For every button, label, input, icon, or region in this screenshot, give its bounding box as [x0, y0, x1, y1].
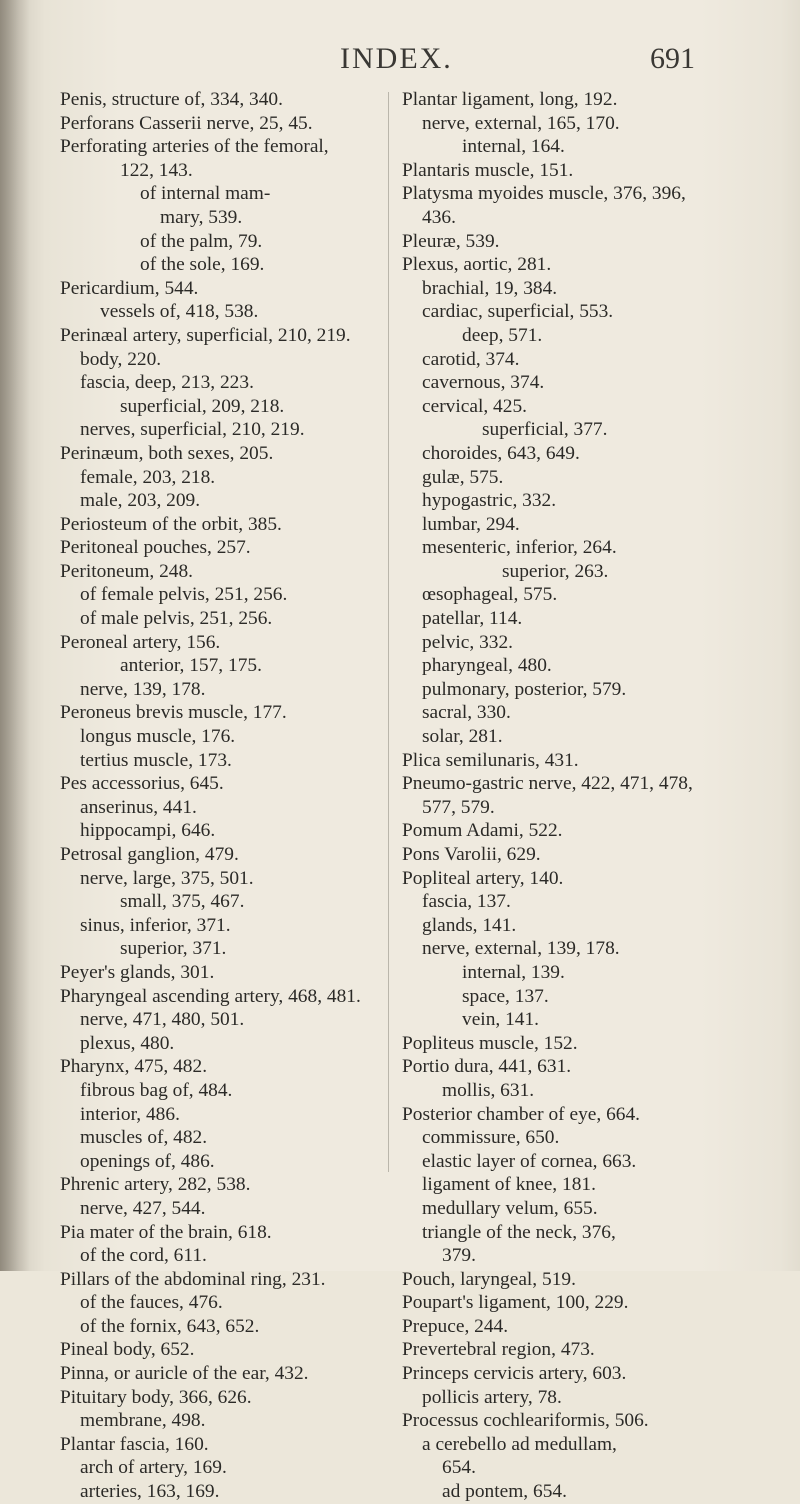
index-entry: Pharyngeal ascending artery, 468, 481. — [60, 985, 361, 1007]
index-entry: Peritoneal pouches, 257. — [60, 537, 251, 559]
index-entry: 436. — [422, 206, 456, 228]
index-entry: cardiac, superficial, 553. — [422, 301, 614, 323]
index-entry: Pneumo-gastric nerve, 422, 471, 478, — [402, 773, 693, 795]
index-entry: nerve, external, 165, 170. — [422, 112, 620, 134]
index-entry: Prepuce, 244. — [402, 1315, 509, 1337]
index-entry: of internal mam- — [140, 183, 271, 205]
index-entry: cavernous, 374. — [422, 372, 545, 394]
index-entry: lumbar, 294. — [422, 513, 520, 535]
index-entry: Perforans Casserii nerve, 25, 45. — [60, 112, 313, 134]
index-entry: commissure, 650. — [422, 1127, 560, 1149]
index-entry: Pleuræ, 539. — [402, 230, 500, 252]
index-entry: Pia mater of the brain, 618. — [60, 1221, 272, 1243]
index-entry: pharyngeal, 480. — [422, 655, 552, 677]
index-entry: of the fornix, 643, 652. — [80, 1315, 260, 1337]
index-entry: Perinæum, both sexes, 205. — [60, 442, 274, 464]
index-entry: Pineal body, 652. — [60, 1339, 195, 1361]
index-entry: Peroneus brevis muscle, 177. — [60, 702, 287, 724]
index-entry: pulmonary, posterior, 579. — [422, 678, 627, 700]
index-entry: Perforating arteries of the femoral, — [60, 136, 329, 158]
index-entry: deep, 571. — [462, 324, 543, 346]
index-entry: Pillars of the abdominal ring, 231. — [60, 1268, 326, 1290]
index-entry: Processus cochleariformis, 506. — [402, 1410, 649, 1432]
index-entry: superficial, 377. — [482, 419, 608, 441]
index-entry: Peritoneum, 248. — [60, 560, 194, 582]
index-entry: a cerebello ad medullam, — [422, 1433, 617, 1455]
index-entry: Pharynx, 475, 482. — [60, 1056, 208, 1078]
index-entry: choroides, 643, 649. — [422, 442, 580, 464]
index-entry: œsophageal, 575. — [422, 584, 558, 606]
index-entry: longus muscle, 176. — [80, 726, 236, 748]
index-entry: nerve, 139, 178. — [80, 678, 206, 700]
index-entry: mesenteric, inferior, 264. — [422, 537, 617, 559]
index-entry: Prevertebral region, 473. — [402, 1339, 595, 1361]
index-entry: sinus, inferior, 371. — [80, 914, 231, 936]
index-entry: Pituitary body, 366, 626. — [60, 1386, 252, 1408]
index-entry: openings of, 486. — [80, 1150, 215, 1172]
index-entry: Popliteal artery, 140. — [402, 867, 564, 889]
index-entry: mary, 539. — [160, 206, 243, 228]
index-entry: pollicis artery, 78. — [422, 1386, 562, 1408]
index-entry: vessels of, 418, 538. — [100, 301, 259, 323]
index-entry: solar, 281. — [422, 726, 503, 748]
index-entry: hypogastric, 332. — [422, 490, 557, 512]
book-spine-shadow — [0, 0, 30, 1271]
index-entry: cervical, 425. — [422, 395, 527, 417]
index-entry: Princeps cervicis artery, 603. — [402, 1363, 627, 1385]
index-entry: internal, 139. — [462, 961, 565, 983]
index-entry: Penis, structure of, 334, 340. — [60, 89, 283, 110]
index-entry: tertius muscle, 173. — [80, 749, 232, 771]
index-entry: Periosteum of the orbit, 385. — [60, 513, 282, 535]
index-entry: Pomum Adami, 522. — [402, 820, 563, 842]
index-entry: hippocampi, 646. — [80, 820, 216, 842]
index-entry: small, 375, 467. — [120, 891, 245, 913]
index-entry: fascia, deep, 213, 223. — [80, 372, 254, 394]
index-entry: Petrosal ganglion, 479. — [60, 844, 239, 865]
index-entry: Pericardium, 544. — [60, 277, 199, 299]
index-entry: internal, 164. — [462, 136, 565, 158]
index-entry: mollis, 631. — [442, 1079, 535, 1101]
index-entry: nerve, 427, 544. — [80, 1197, 206, 1219]
index-entry: plexus, 480. — [80, 1032, 175, 1054]
index-entry: medullary velum, 655. — [422, 1197, 598, 1219]
index-entry: muscles of, 482. — [80, 1127, 208, 1149]
index-entry: interior, 486. — [80, 1103, 180, 1125]
index-entry: anserinus, 441. — [80, 796, 197, 818]
index-entry: nerves, superficial, 210, 219. — [80, 419, 305, 441]
index-entry: sacral, 330. — [422, 702, 511, 724]
left-index-column — [60, 88, 400, 1504]
index-entry: Posterior chamber of eye, 664. — [402, 1103, 640, 1125]
index-entry: Perinæal artery, superficial, 210, 219. — [60, 324, 351, 346]
index-entry: superficial, 209, 218. — [120, 395, 285, 417]
index-entry: nerve, large, 375, 501. — [80, 867, 254, 889]
index-entry: carotid, 374. — [422, 348, 520, 370]
index-entry: 654. — [442, 1457, 476, 1479]
index-entry: Peroneal artery, 156. — [60, 631, 221, 653]
index-entry: superior, 263. — [502, 560, 609, 582]
index-entry: of the fauces, 476. — [80, 1292, 223, 1314]
index-entry: ligament of knee, 181. — [422, 1174, 596, 1196]
index-entry: male, 203, 209. — [80, 490, 201, 512]
index-entry: Platysma myoides muscle, 376, 396, — [402, 183, 686, 205]
index-entry: Pons Varolii, 629. — [402, 844, 541, 865]
index-entry: Portio dura, 441, 631. — [402, 1056, 572, 1078]
index-entry: elastic layer of cornea, 663. — [422, 1150, 637, 1172]
index-entry: 379. — [442, 1245, 476, 1267]
index-entry: superior, 371. — [120, 938, 227, 960]
index-entry: gulæ, 575. — [422, 466, 504, 488]
index-entry: body, 220. — [80, 348, 162, 370]
index-entry: brachial, 19, 384. — [422, 277, 558, 299]
index-entry: triangle of the neck, 376, — [422, 1221, 616, 1243]
index-entry: arch of artery, 169. — [80, 1457, 227, 1479]
page-header — [0, 42, 800, 82]
index-entry: glands, 141. — [422, 914, 517, 936]
index-entry: of the cord, 611. — [80, 1245, 207, 1267]
index-entry: nerve, external, 139, 178. — [422, 938, 620, 960]
index-entry: patellar, 114. — [422, 608, 523, 630]
index-entry: fibrous bag of, 484. — [80, 1079, 233, 1101]
index-entry: Plantaris muscle, 151. — [402, 159, 574, 181]
index-entry: Plantar ligament, long, 192. — [402, 89, 618, 110]
index-entry: of the sole, 169. — [140, 254, 265, 276]
index-entry: space, 137. — [462, 985, 549, 1007]
index-entry: Plantar fascia, 160. — [60, 1433, 209, 1455]
index-entry: Pinna, or auricle of the ear, 432. — [60, 1363, 309, 1385]
index-entry: Poupart's ligament, 100, 229. — [402, 1292, 629, 1314]
index-entry: female, 203, 218. — [80, 466, 216, 488]
index-entry: arteries, 163, 169. — [80, 1481, 220, 1503]
page-number: 691 — [650, 42, 695, 75]
index-entry: of the palm, 79. — [140, 230, 263, 252]
index-entry: vein, 141. — [462, 1009, 540, 1031]
index-entry: Pouch, laryngeal, 519. — [402, 1268, 576, 1290]
page-title: INDEX. — [340, 42, 453, 75]
index-entry: Phrenic artery, 282, 538. — [60, 1174, 251, 1196]
index-entry: fascia, 137. — [422, 891, 511, 913]
index-entry: 577, 579. — [422, 796, 495, 818]
index-entry: Plexus, aortic, 281. — [402, 254, 552, 276]
index-entry: Popliteus muscle, 152. — [402, 1032, 578, 1054]
index-entry: Pes accessorius, 645. — [60, 773, 224, 795]
index-entry: of male pelvis, 251, 256. — [80, 608, 273, 630]
right-index-column — [402, 88, 787, 1504]
index-entry: ad pontem, 654. — [442, 1481, 567, 1503]
index-entry: membrane, 498. — [80, 1410, 206, 1432]
index-entry: nerve, 471, 480, 501. — [80, 1009, 245, 1031]
index-entry: of female pelvis, 251, 256. — [80, 584, 288, 606]
index-entry: anterior, 157, 175. — [120, 655, 262, 677]
index-entry: Peyer's glands, 301. — [60, 961, 215, 983]
index-entry: pelvic, 332. — [422, 631, 514, 653]
index-entry: Plica semilunaris, 431. — [402, 749, 579, 771]
index-entry: 122, 143. — [120, 159, 193, 181]
